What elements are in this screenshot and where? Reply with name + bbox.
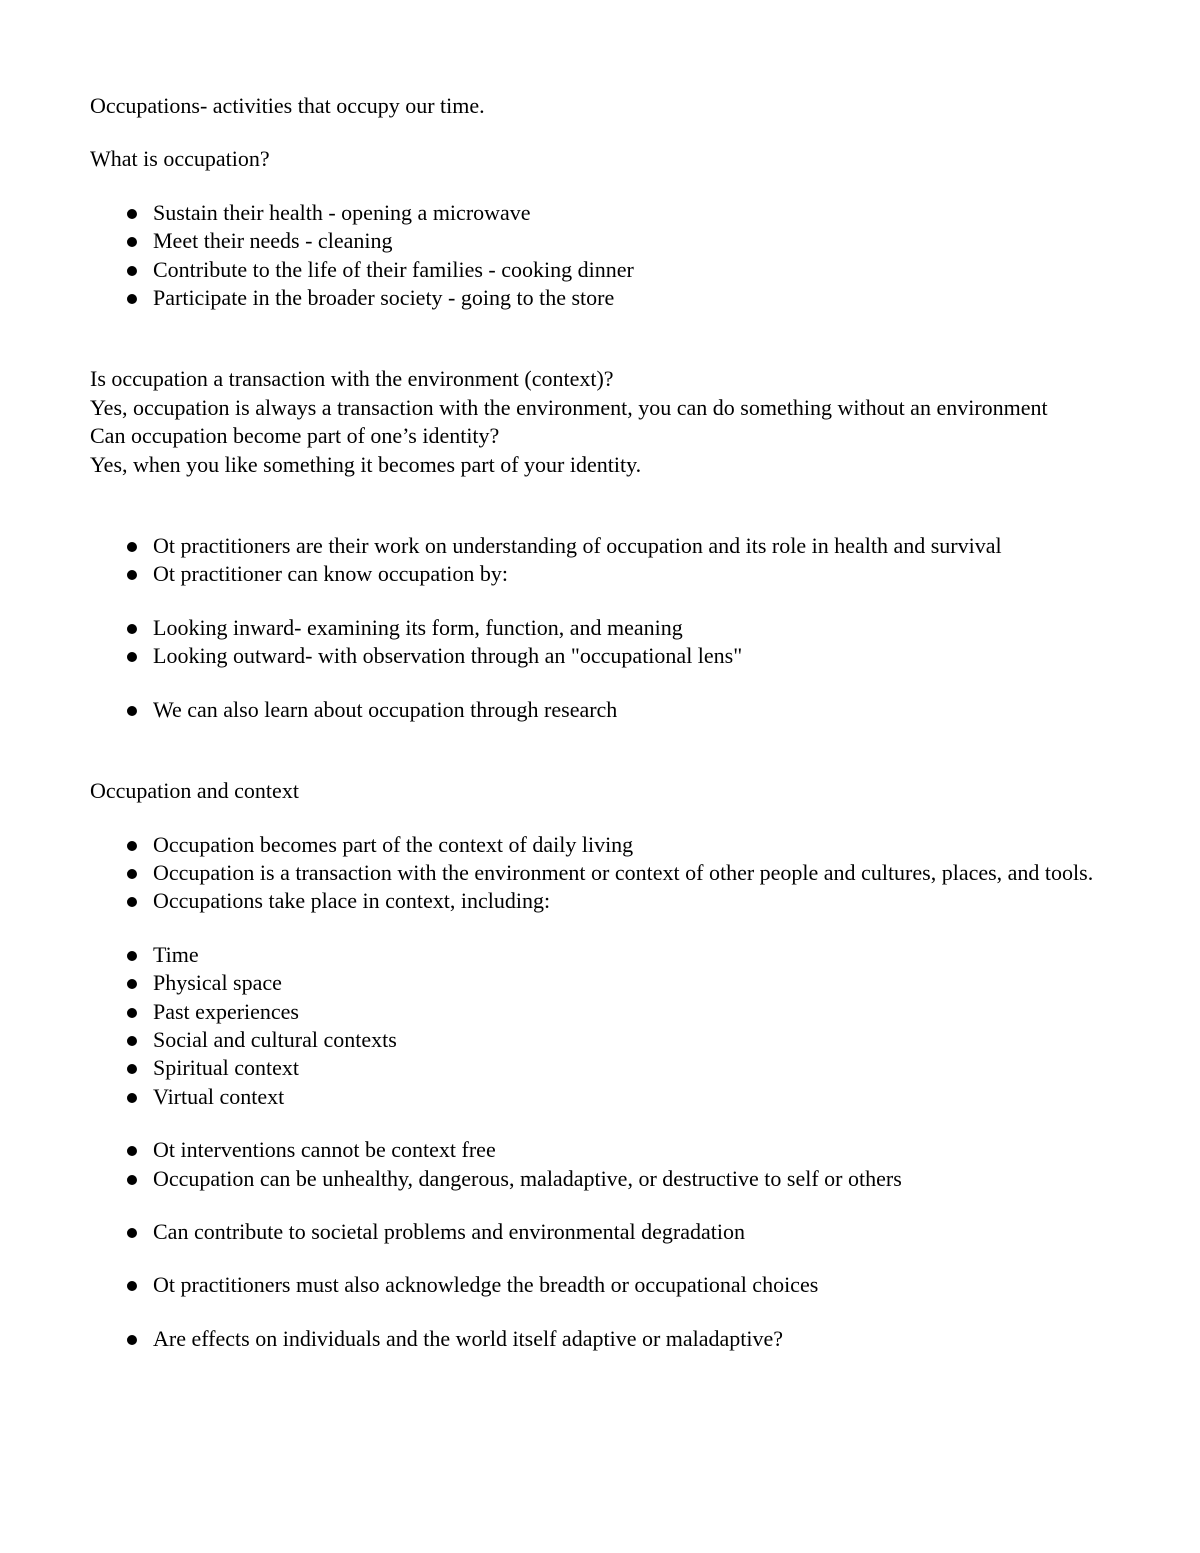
- list-item: Meet their needs - cleaning: [90, 227, 1100, 255]
- answer-environment: Yes, occupation is always a transaction with the environment, you can do something without an environment: [90, 394, 1048, 420]
- list-item: Physical space: [90, 969, 1100, 997]
- list-item: Participate in the broader society - going to the store: [90, 284, 1100, 312]
- list-item: Contribute to the life of their families - cooking dinner: [90, 256, 1100, 284]
- list-item: Ot interventions cannot be context free: [90, 1136, 1100, 1164]
- list-item: Virtual context: [90, 1083, 1100, 1111]
- list-item: Occupation is a transaction with the environment or context of other people and cultures, places, and tools.: [90, 859, 1100, 887]
- contexts-list: [90, 941, 1100, 1111]
- effects-list: [90, 1325, 1100, 1353]
- breadth-list: [90, 1271, 1100, 1299]
- practitioner-list: [90, 532, 1100, 589]
- list-item: Occupation can be unhealthy, dangerous, maladaptive, or destructive to self or others: [90, 1165, 1100, 1193]
- list-item: Past experiences: [90, 998, 1100, 1026]
- list-item: Time: [90, 941, 1100, 969]
- knowing-list: [90, 614, 1100, 671]
- list-item: Ot practitioners must also acknowledge the breadth or occupational choices: [90, 1271, 1100, 1299]
- context-points-list: [90, 831, 1100, 916]
- list-item: Ot practitioners are their work on understanding of occupation and its role in health and survival: [90, 532, 1100, 560]
- list-item: Are effects on individuals and the world itself adaptive or maladaptive?: [90, 1325, 1100, 1353]
- list-item: Looking outward- with observation through an "occupational lens": [90, 642, 1100, 670]
- list-item: Ot practitioner can know occupation by:: [90, 560, 1100, 588]
- list-item: Spiritual context: [90, 1054, 1100, 1082]
- list-item: Occupation becomes part of the context of daily living: [90, 831, 1100, 859]
- societal-list: [90, 1218, 1100, 1246]
- list-item: Can contribute to societal problems and environmental degradation: [90, 1218, 1100, 1246]
- question-environment: Is occupation a transaction with the environment (context)?: [90, 366, 614, 392]
- question-line: What is occupation?: [90, 146, 270, 172]
- section-heading: Occupation and context: [90, 778, 299, 804]
- interventions-list: [90, 1136, 1100, 1193]
- list-item: Occupations take place in context, including:: [90, 887, 1100, 915]
- list-item: Sustain their health - opening a microwave: [90, 199, 1100, 227]
- list-item: Looking inward- examining its form, function, and meaning: [90, 614, 1100, 642]
- occupation-list: [90, 199, 1100, 313]
- document-page: [90, 92, 1100, 1353]
- question-identity: Can occupation become part of one’s identity?: [90, 423, 500, 449]
- definition-line: Occupations- activities that occupy our time.: [90, 93, 485, 118]
- list-item: Social and cultural contexts: [90, 1026, 1100, 1054]
- answer-identity: Yes, when you like something it becomes part of your identity.: [90, 451, 642, 477]
- list-item: We can also learn about occupation through research: [90, 696, 1100, 724]
- research-list: [90, 696, 1100, 724]
